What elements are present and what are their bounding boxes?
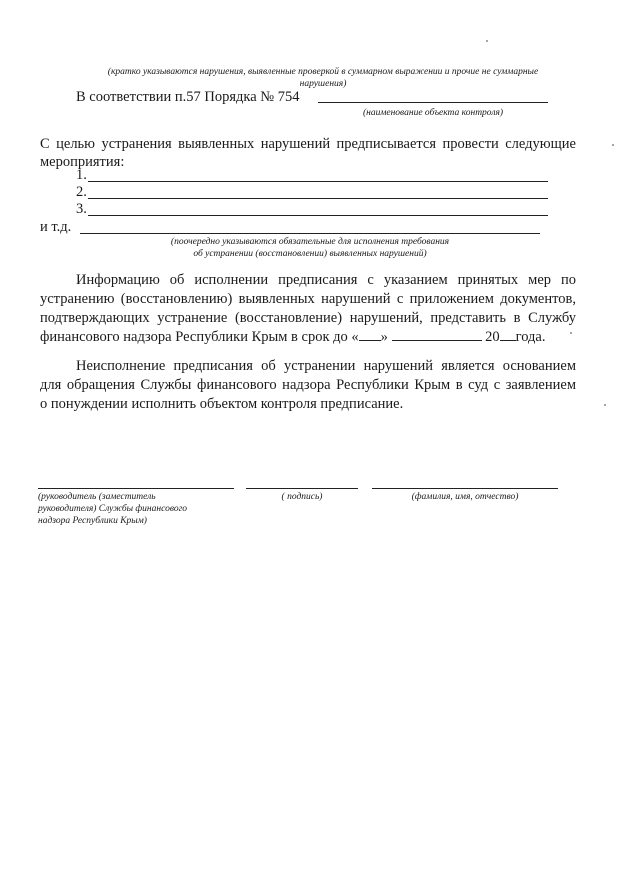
measure-item-3-number: 3. [76, 201, 87, 217]
head-position-caption-line1: (руководитель (заместитель [38, 492, 156, 502]
measures-caption-line1: (поочередно указываются обязательные для исполнения требования [170, 237, 450, 247]
head-position-caption-line3: надзора Республики Крым) [38, 516, 147, 526]
deadline-day-blank [359, 328, 381, 341]
deadline-year-word: года. [515, 329, 546, 345]
info-line1: Информацию об исполнении предписания с указанием принятых мер по [76, 272, 576, 288]
measures-intro-line1: С целью устранения выявленных нарушений предписывается провести следующие [40, 136, 576, 152]
nonexec-line3: о понуждении исполнить объектом контроля предписание. [40, 396, 404, 412]
nonexecution-paragraph [40, 357, 576, 414]
info-line3: подтверждающих устранение (восстановление) нарушений, представить в Службу [40, 310, 576, 326]
measures-caption-line2: об устранении (восстановлении) выявленных нарушений) [193, 249, 427, 259]
object-name-caption: (наименование объекта контроля) [362, 108, 504, 118]
info-line4 [40, 328, 576, 347]
signature-line [246, 488, 358, 489]
violations-note-line1: (кратко указываются нарушения, выявленные проверкой в суммарном выражении и прочие не суммарные [107, 67, 539, 77]
head-position-caption-line2: руководителя) Службы финансового [38, 504, 188, 514]
scan-speck [612, 144, 614, 146]
measure-etc-label: и т.д. [40, 219, 72, 235]
deadline-year-blank [500, 328, 516, 341]
object-name-line [318, 102, 548, 103]
full-name-line [372, 488, 558, 489]
measure-item-1-number: 1. [76, 167, 87, 183]
signature-caption: ( подпись) [281, 492, 323, 502]
measures-intro-line2: мероприятия: [40, 154, 125, 170]
head-position-line [38, 488, 234, 489]
scan-speck [570, 332, 572, 334]
deadline-lead-text: финансового надзора Республики Крым в срок до « [40, 329, 359, 345]
scan-speck [486, 40, 488, 42]
scan-speck [604, 404, 606, 406]
deadline-quote-close: » [380, 329, 388, 345]
measure-item-2-number: 2. [76, 184, 87, 200]
nonexec-line1: Неисполнение предписания об устранении нарушений является основанием [76, 358, 576, 374]
accordance-text: В соответствии п.57 Порядка № 754 [76, 89, 300, 105]
info-paragraph [40, 271, 576, 347]
measure-item-3-line [88, 215, 548, 216]
measure-etc-line [80, 233, 540, 234]
nonexec-line2: для обращения Службы финансового надзора Республики Крым в суд с заявлением [40, 377, 576, 393]
measure-item-1-line [88, 181, 548, 182]
measure-item-2-line [88, 198, 548, 199]
deadline-year-prefix: 20 [485, 329, 500, 345]
violations-note-line2: нарушения) [299, 79, 347, 89]
deadline-month-blank [392, 328, 482, 341]
info-line2: устранению (восстановлению) выявленных нарушений с приложением документов, [40, 291, 576, 307]
full-name-caption: (фамилия, имя, отчество) [411, 492, 519, 502]
